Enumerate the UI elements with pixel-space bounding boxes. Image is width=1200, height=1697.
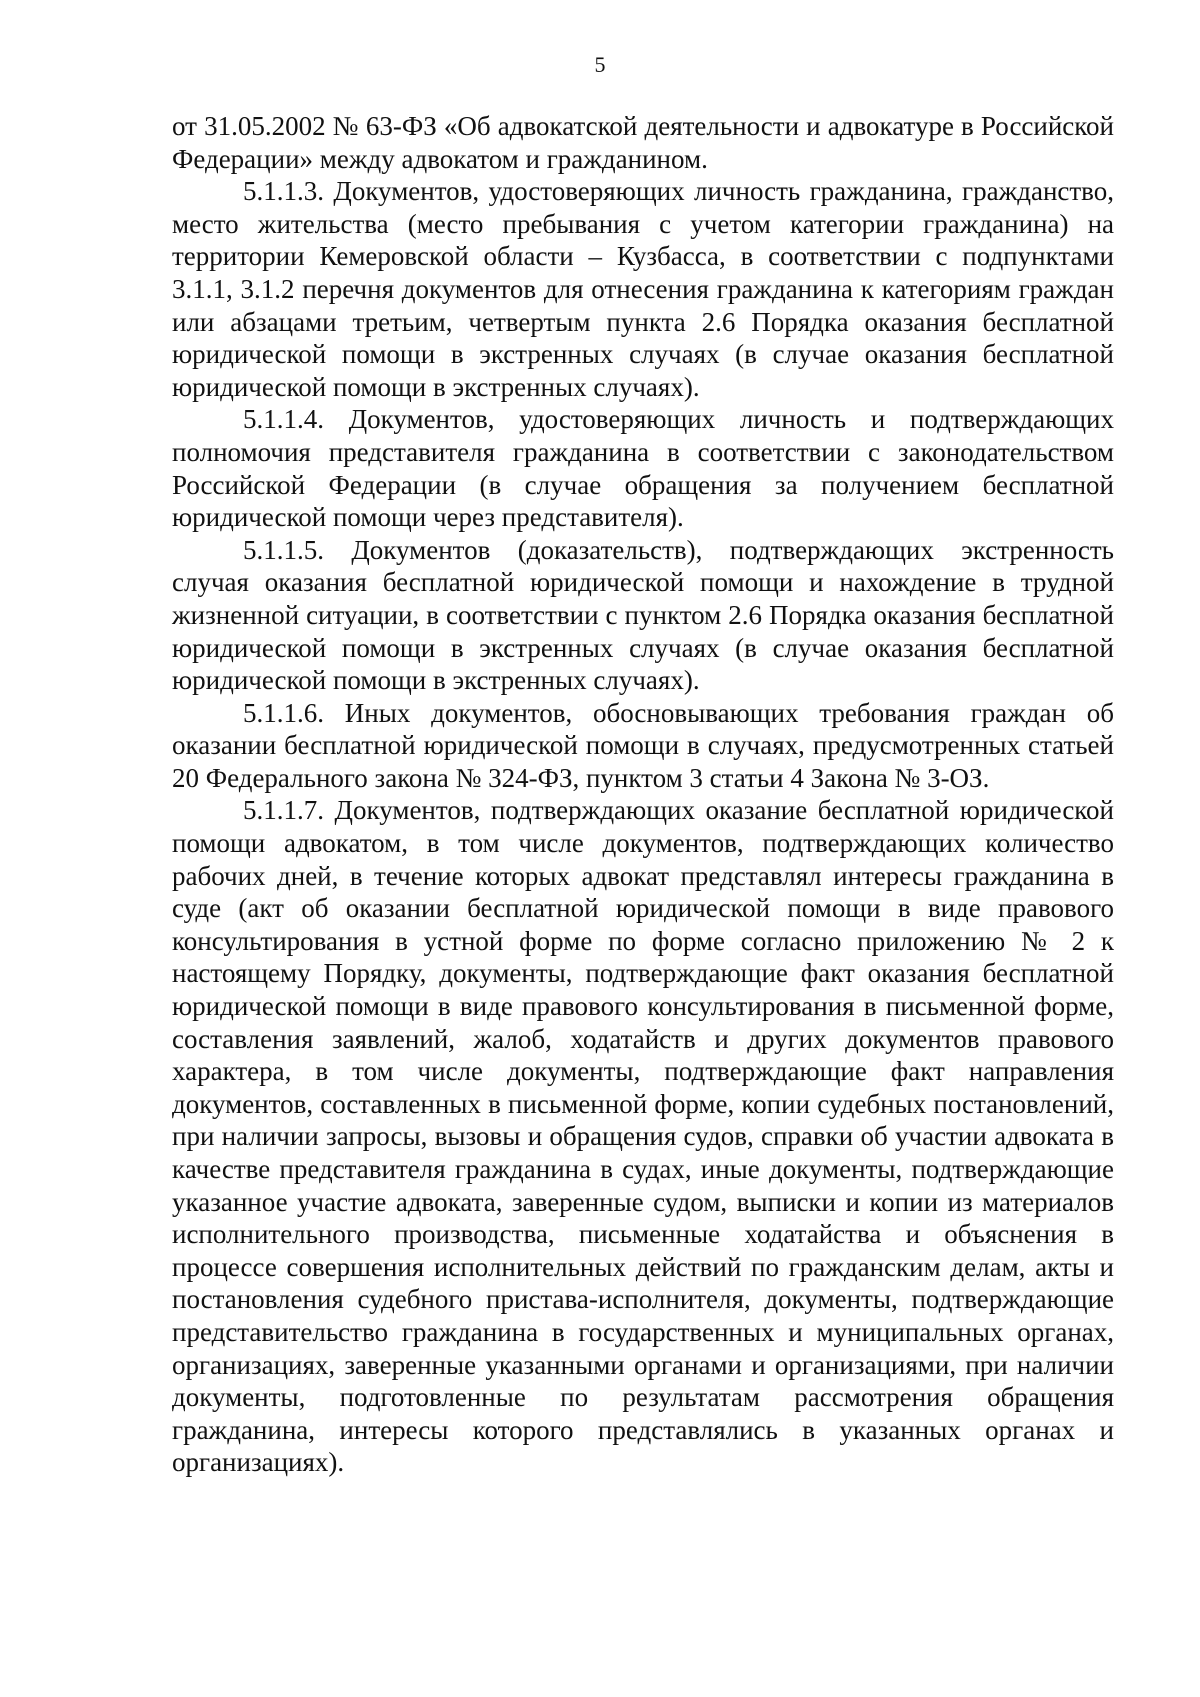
paragraph-5-1-1-4: 5.1.1.4. Документов, удостоверяющих личность и подтверждающих полномочия представителя гражданина в соответствии с законодательством Российской Федерации (в случае обращения за получением бесплатной юридической помощи через представителя). [172, 404, 1114, 533]
paragraph-5-1-1-5: 5.1.1.5. Документов (доказательств), подтверждающих экстренность случая оказания бесплатной юридической помощи и нахождение в трудной жизненной ситуации, в соответствии с пунктом 2.6 Порядка оказания бесплатной юридической помощи в экстренных случаях (в случае оказания бесплатной юридической помощи в экстренных случаях). [172, 534, 1114, 696]
document-body [172, 110, 1114, 1479]
page-number: 5 [594, 52, 606, 77]
paragraph-continuation: от 31.05.2002 № 63-ФЗ «Об адвокатской деятельности и адвокатуре в Российской Федерации» между адвокатом и гражданином. [172, 111, 1114, 174]
paragraph-5-1-1-6: 5.1.1.6. Иных документов, обосновывающих требования граждан об оказании бесплатной юридической помощи в случаях, предусмотренных статьей 20 Федерального закона № 324-ФЗ, пунктом 3 статьи 4 Закона № 3-ОЗ. [172, 697, 1114, 793]
paragraph-5-1-1-7: 5.1.1.7. Документов, подтверждающих оказание бесплатной юридической помощи адвокатом, в том числе документов, подтверждающих количество рабочих дней, в течение которых адвокат представлял интересы гражданина в суде (акт об оказании бесплатной юридической помощи в виде правового консультирования в устной форме по форме согласно приложению № 2 к настоящему Порядку, документы, подтверждающие факт оказания бесплатной юридической помощи в виде правового консультирования в письменной форме, составления заявлений, жалоб, ходатайств и других документов правового характера, в том числе документы, подтверждающие факт направления документов, составленных в письменной форме, копии судебных постановлений, при наличии запросы, вызовы и обращения судов, справки об участии адвоката в качестве представителя гражданина в судах, иные документы, подтверждающие указанное участие адвоката, заверенные судом, выписки и копии из материалов исполнительного производства, письменные ходатайства и объяснения в процессе совершения исполнительных действий по гражданским делам, акты и постановления судебного пристава-исполнителя, документы, подтверждающие представительство гражданина в государственных и муниципальных органах, организациях, заверенные указанными органами и организациями, при наличии документы, подготовленные по результатам рассмотрения обращения гражданина, интересы которого представлялись в указанных органах и организациях). [172, 795, 1114, 1478]
paragraph-5-1-1-3: 5.1.1.3. Документов, удостоверяющих личность гражданина, гражданство, место жительства (место пребывания с учетом категории гражданина) на территории Кемеровской области – Кузбасса, в соответствии с подпунктами 3.1.1, 3.1.2 перечня документов для отнесения гражданина к категориям граждан или абзацами третьим, четвертым пункта 2.6 Порядка оказания бесплатной юридической помощи в экстренных случаях (в случае оказания бесплатной юридической помощи в экстренных случаях). [172, 176, 1114, 402]
